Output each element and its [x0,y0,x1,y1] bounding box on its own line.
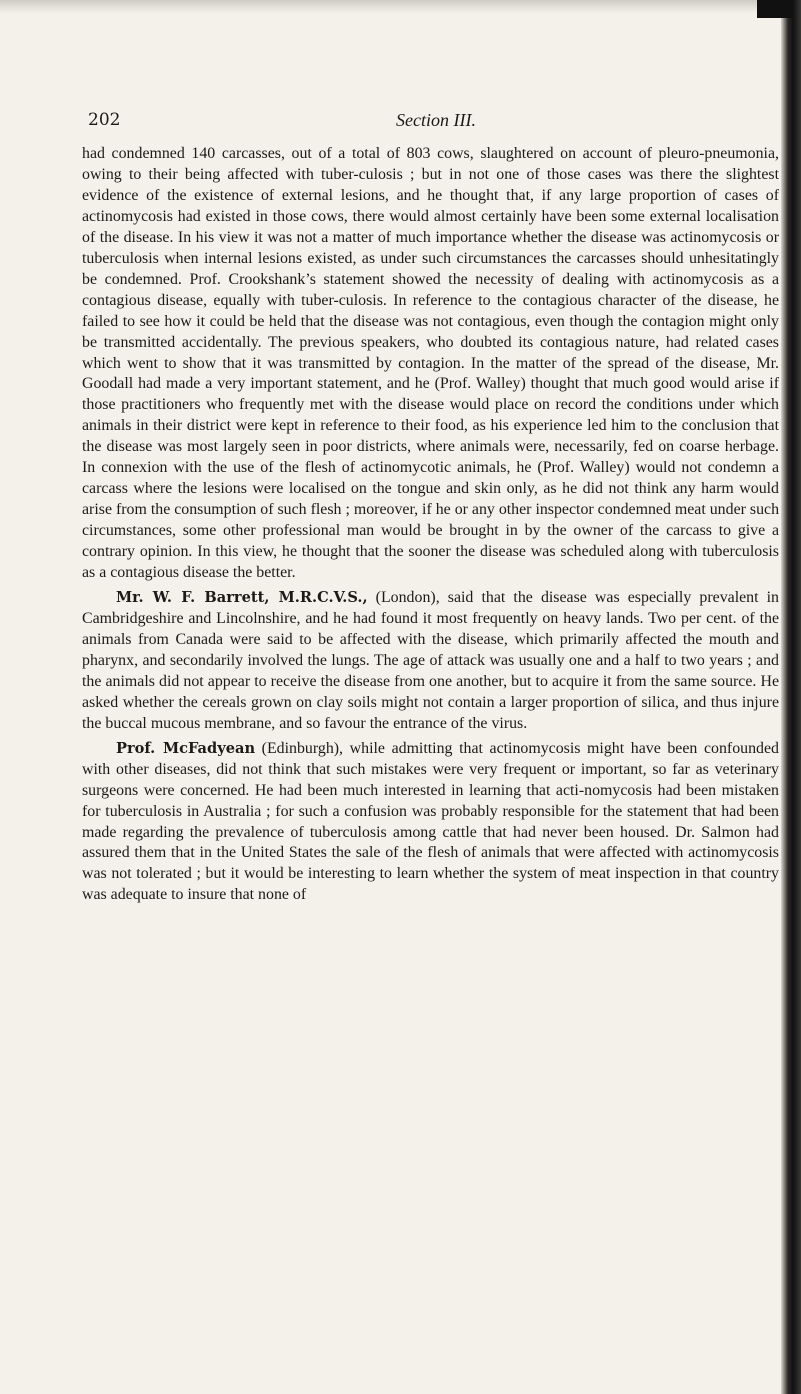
scan-top-shadow [0,0,801,14]
speaker-name: Mr. W. F. Barrett, M.R.C.V.S., [116,589,368,607]
paragraph-text: had condemned 140 carcasses, out of a total of 803 cows, slaughtered on account of pleuro-pneumonia, owing to their being affected with tuber-culosis ; but in not one of those cases was there the slightest evidence of the existence of external lesions, and he thought that, if any large proportion of cases of actinomycosis had existed in those cows, there would almost certainly have been some external localisation of the disease. In his view it was not a matter of much importance whether the disease was actinomycosis or tuberculosis when internal lesions existed, as under such circumstances the carcasses should unhesitatingly be condemned. Prof. Crookshank’s statement showed the necessity of dealing with actinomycosis as a contagious disease, equally with tuber-culosis. In reference to the contagious character of the disease, he failed to see how it could be held that the disease was not contagious, even though the contagion might only be transmitted accidentally. The previous speakers, who doubted its contagious nature, had related cases which went to show that it was transmitted by contagion. In the matter of the spread of the disease, Mr. Goodall had made a very important statement, and he (Prof. Walley) thought that much good would arise if those practitioners who frequently met with the disease would place on record the conditions under which animals in their district were kept in reference to their food, as his experience led him to the conclusion that the disease was most largely seen in poor districts, where animals were, necessarily, fed on coarse herbage. In connexion with the use of the flesh of actinomycotic animals, he (Prof. Walley) would not condemn a carcass where the lesions were localised on the tongue and skin only, as he did not think any harm would arise from the consumption of such flesh ; moreover, if he or any other inspector condemned meat under such circumstances, some other professional man would be brought in by the owner of the carcass to give a contrary opinion. In this view, he thought that the sooner the disease was scheduled along with tuberculosis as a contagious disease the better. [82,145,780,582]
scan-corner-mark [757,0,793,18]
scan-binding-edge [781,0,801,1394]
speaker-name: Prof. McFadyean [116,739,256,757]
running-head [80,110,780,138]
body-text [82,144,779,906]
paragraph-text: (London), said that the disease was especially prevalent in Cambridgeshire and Lincolnshire, and he had found it most frequently on heavy lands. Two per cent. of the animals from Canada were said to be affected with the disease, which primarily affected the mouth and pharynx, and secondarily involved the lungs. The age of attack was usually one and a half to two years ; and the animals did not appear to receive the disease from one another, but to acquire it from the same source. He asked whether the cereals grown on clay soils might not contain a larger proportion of silica, and thus injure the buccal mucous membrane, and so favour the entrance of the virus. [82,589,779,732]
paragraph-text: (Edinburgh), while admitting that actinomycosis might have been confounded with other diseases, did not think that such mistakes were very frequent or important, so far as veterinary surgeons were concerned. He had been much interested in learning that acti-nomycosis had been mistaken for tuberculosis in Australia ; for such a confusion was probably responsible for the statement that had been made regarding the prevalence of tuberculosis among cattle that had never been housed. Dr. Salmon had assured them that in the United States the sale of the flesh of animals that were affected with actinomycosis was not tolerated ; but it would be interesting to learn whether the system of meat inspection in that country was adequate to insure that none of [82,739,779,904]
book-page [80,110,780,904]
paragraph-mcfadyean [82,739,779,907]
section-title: Section III. [396,110,476,130]
paragraph-walley-continued [82,144,779,584]
page-number: 202 [88,110,121,130]
paragraph-barrett [82,588,779,735]
